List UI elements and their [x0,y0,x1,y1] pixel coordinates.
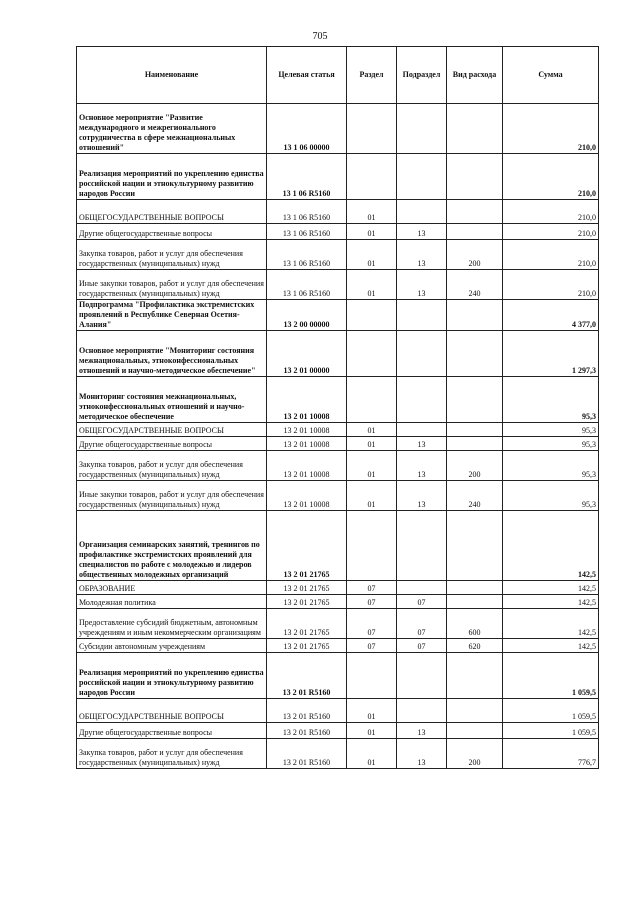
cell-expense-type: 200 [447,240,503,270]
cell-section: 01 [347,699,397,723]
table-row [77,224,599,240]
cell-expense-type: 200 [447,739,503,769]
cell-expense-type [447,437,503,451]
cell-subsection [397,423,447,437]
cell-section: 01 [347,200,397,224]
cell-subsection [397,377,447,423]
cell-expense-type [447,581,503,595]
cell-section [347,154,397,200]
cell-subsection: 07 [397,639,447,653]
cell-subsection [397,331,447,377]
cell-name: Основное мероприятие "Развитие международного и межрегионального сотрудничества в сфере межнациональных отношений" [77,104,267,154]
cell-section: 01 [347,423,397,437]
cell-target: 13 1 06 R5160 [267,270,347,300]
cell-subsection [397,699,447,723]
cell-name: ОБРАЗОВАНИЕ [77,581,267,595]
cell-subsection [397,154,447,200]
cell-target: 13 1 06 R5160 [267,240,347,270]
cell-section [347,653,397,699]
cell-name: Иные закупки товаров, работ и услуг для обеспечения государственных (муниципальных) нужд [77,270,267,300]
cell-subsection: 13 [397,437,447,451]
cell-amount: 142,5 [503,595,599,609]
cell-expense-type: 240 [447,481,503,511]
table-row [77,639,599,653]
table-row [77,481,599,511]
cell-target: 13 2 01 10008 [267,437,347,451]
cell-target: 13 2 01 21765 [267,511,347,581]
cell-expense-type [447,224,503,240]
cell-name: Предоставление субсидий бюджетным, автономным учреждениям и иным некоммерческим организациям [77,609,267,639]
cell-amount: 142,5 [503,511,599,581]
cell-expense-type [447,377,503,423]
cell-expense-type [447,200,503,224]
cell-target: 13 2 01 10008 [267,377,347,423]
cell-section: 07 [347,581,397,595]
cell-name: Закупка товаров, работ и услуг для обеспечения государственных (муниципальных) нужд [77,739,267,769]
cell-amount: 1 059,5 [503,699,599,723]
cell-expense-type [447,723,503,739]
header-name: Наименование [77,47,267,104]
cell-name: Иные закупки товаров, работ и услуг для обеспечения государственных (муниципальных) нужд [77,481,267,511]
cell-amount: 95,3 [503,481,599,511]
cell-expense-type [447,423,503,437]
cell-section [347,300,397,331]
cell-name: ОБЩЕГОСУДАРСТВЕННЫЕ ВОПРОСЫ [77,423,267,437]
cell-amount: 210,0 [503,240,599,270]
cell-amount: 1 059,5 [503,723,599,739]
cell-subsection [397,200,447,224]
cell-name: Закупка товаров, работ и услуг для обеспечения государственных (муниципальных) нужд [77,240,267,270]
cell-name: Молодежная политика [77,595,267,609]
cell-name: Организация семинарских занятий, тренингов по профилактике экстремистских проявлений для специалистов по работе с молодежью и лидеров общественных молодежных организаций [77,511,267,581]
cell-section: 01 [347,481,397,511]
table-row [77,581,599,595]
cell-expense-type [447,154,503,200]
cell-name: Мониторинг состояния межнациональных, этноконфессиональных отношений и научно-методическое обеспечение [77,377,267,423]
cell-section [347,377,397,423]
cell-amount: 4 377,0 [503,300,599,331]
cell-name: Другие общегосударственные вопросы [77,224,267,240]
cell-name: Субсидии автономным учреждениям [77,639,267,653]
cell-subsection: 07 [397,609,447,639]
cell-amount: 142,5 [503,609,599,639]
cell-amount: 210,0 [503,200,599,224]
header-amount: Сумма [503,47,599,104]
cell-amount: 776,7 [503,739,599,769]
cell-section: 01 [347,240,397,270]
cell-name: Подпрограмма "Профилактика экстремистских проявлений в Республике Северная Осетия-Алания" [77,300,267,331]
cell-expense-type [447,653,503,699]
table-row [77,723,599,739]
cell-subsection: 13 [397,224,447,240]
cell-section: 01 [347,224,397,240]
header-target: Целевая статья [267,47,347,104]
table-row [77,451,599,481]
cell-target: 13 2 01 R5160 [267,739,347,769]
cell-subsection [397,581,447,595]
cell-expense-type [447,511,503,581]
cell-target: 13 2 01 21765 [267,595,347,609]
cell-name: Закупка товаров, работ и услуг для обеспечения государственных (муниципальных) нужд [77,451,267,481]
cell-section: 01 [347,437,397,451]
table-row [77,240,599,270]
cell-amount: 142,5 [503,639,599,653]
header-subsection: Подраздел [397,47,447,104]
cell-subsection: 13 [397,739,447,769]
cell-target: 13 2 01 R5160 [267,723,347,739]
table-row [77,104,599,154]
cell-target: 13 2 00 00000 [267,300,347,331]
cell-target: 13 1 06 R5160 [267,154,347,200]
cell-amount: 1 297,3 [503,331,599,377]
cell-section [347,511,397,581]
cell-target: 13 2 01 21765 [267,639,347,653]
cell-section: 01 [347,451,397,481]
table-header-row [77,47,599,104]
table-row [77,377,599,423]
cell-section [347,104,397,154]
cell-subsection [397,511,447,581]
cell-subsection: 13 [397,270,447,300]
cell-target: 13 2 01 10008 [267,481,347,511]
cell-subsection: 13 [397,451,447,481]
cell-target: 13 2 01 00000 [267,331,347,377]
table-row [77,699,599,723]
cell-name: ОБЩЕГОСУДАРСТВЕННЫЕ ВОПРОСЫ [77,200,267,224]
cell-section [347,331,397,377]
cell-expense-type: 240 [447,270,503,300]
cell-expense-type [447,699,503,723]
cell-target: 13 2 01 R5160 [267,653,347,699]
cell-subsection: 07 [397,595,447,609]
cell-target: 13 2 01 10008 [267,423,347,437]
cell-name: Другие общегосударственные вопросы [77,437,267,451]
cell-subsection: 13 [397,240,447,270]
cell-amount: 210,0 [503,224,599,240]
cell-amount: 142,5 [503,581,599,595]
cell-amount: 210,0 [503,270,599,300]
table-row [77,437,599,451]
cell-section: 01 [347,723,397,739]
cell-target: 13 1 06 00000 [267,104,347,154]
cell-amount: 210,0 [503,154,599,200]
cell-amount: 210,0 [503,104,599,154]
table-row [77,200,599,224]
cell-subsection [397,653,447,699]
cell-expense-type [447,104,503,154]
cell-subsection [397,300,447,331]
cell-name: Основное мероприятие "Мониторинг состояния межнациональных, этноконфессиональных отношений и научно-методическое обеспечение" [77,331,267,377]
cell-target: 13 2 01 21765 [267,609,347,639]
cell-name: Другие общегосударственные вопросы [77,723,267,739]
cell-subsection: 13 [397,723,447,739]
table-row [77,609,599,639]
cell-section: 01 [347,739,397,769]
table-row [77,331,599,377]
cell-amount: 95,3 [503,377,599,423]
header-section: Раздел [347,47,397,104]
cell-name: Реализация мероприятий по укреплению единства российской нации и этнокультурному развитию народов России [77,154,267,200]
table-row [77,511,599,581]
table-row [77,595,599,609]
cell-amount: 1 059,5 [503,653,599,699]
cell-name: ОБЩЕГОСУДАРСТВЕННЫЕ ВОПРОСЫ [77,699,267,723]
cell-target: 13 1 06 R5160 [267,224,347,240]
header-expense-type: Вид расхода [447,47,503,104]
cell-target: 13 2 01 10008 [267,451,347,481]
table-row [77,739,599,769]
cell-expense-type [447,300,503,331]
table-row [77,270,599,300]
cell-section: 01 [347,270,397,300]
cell-target: 13 2 01 21765 [267,581,347,595]
table-row [77,423,599,437]
cell-amount: 95,3 [503,423,599,437]
cell-name: Реализация мероприятий по укреплению единства российской нации и этнокультурному развитию народов России [77,653,267,699]
table-row [77,154,599,200]
cell-section: 07 [347,609,397,639]
cell-subsection: 13 [397,481,447,511]
cell-expense-type: 600 [447,609,503,639]
cell-target: 13 2 01 R5160 [267,699,347,723]
cell-amount: 95,3 [503,437,599,451]
cell-section: 07 [347,595,397,609]
cell-expense-type [447,331,503,377]
cell-expense-type: 620 [447,639,503,653]
cell-target: 13 1 06 R5160 [267,200,347,224]
budget-table [76,46,599,769]
cell-section: 07 [347,639,397,653]
cell-expense-type: 200 [447,451,503,481]
cell-subsection [397,104,447,154]
cell-expense-type [447,595,503,609]
table-row [77,300,599,331]
table-row [77,653,599,699]
page-number: 705 [312,31,328,42]
cell-amount: 95,3 [503,451,599,481]
